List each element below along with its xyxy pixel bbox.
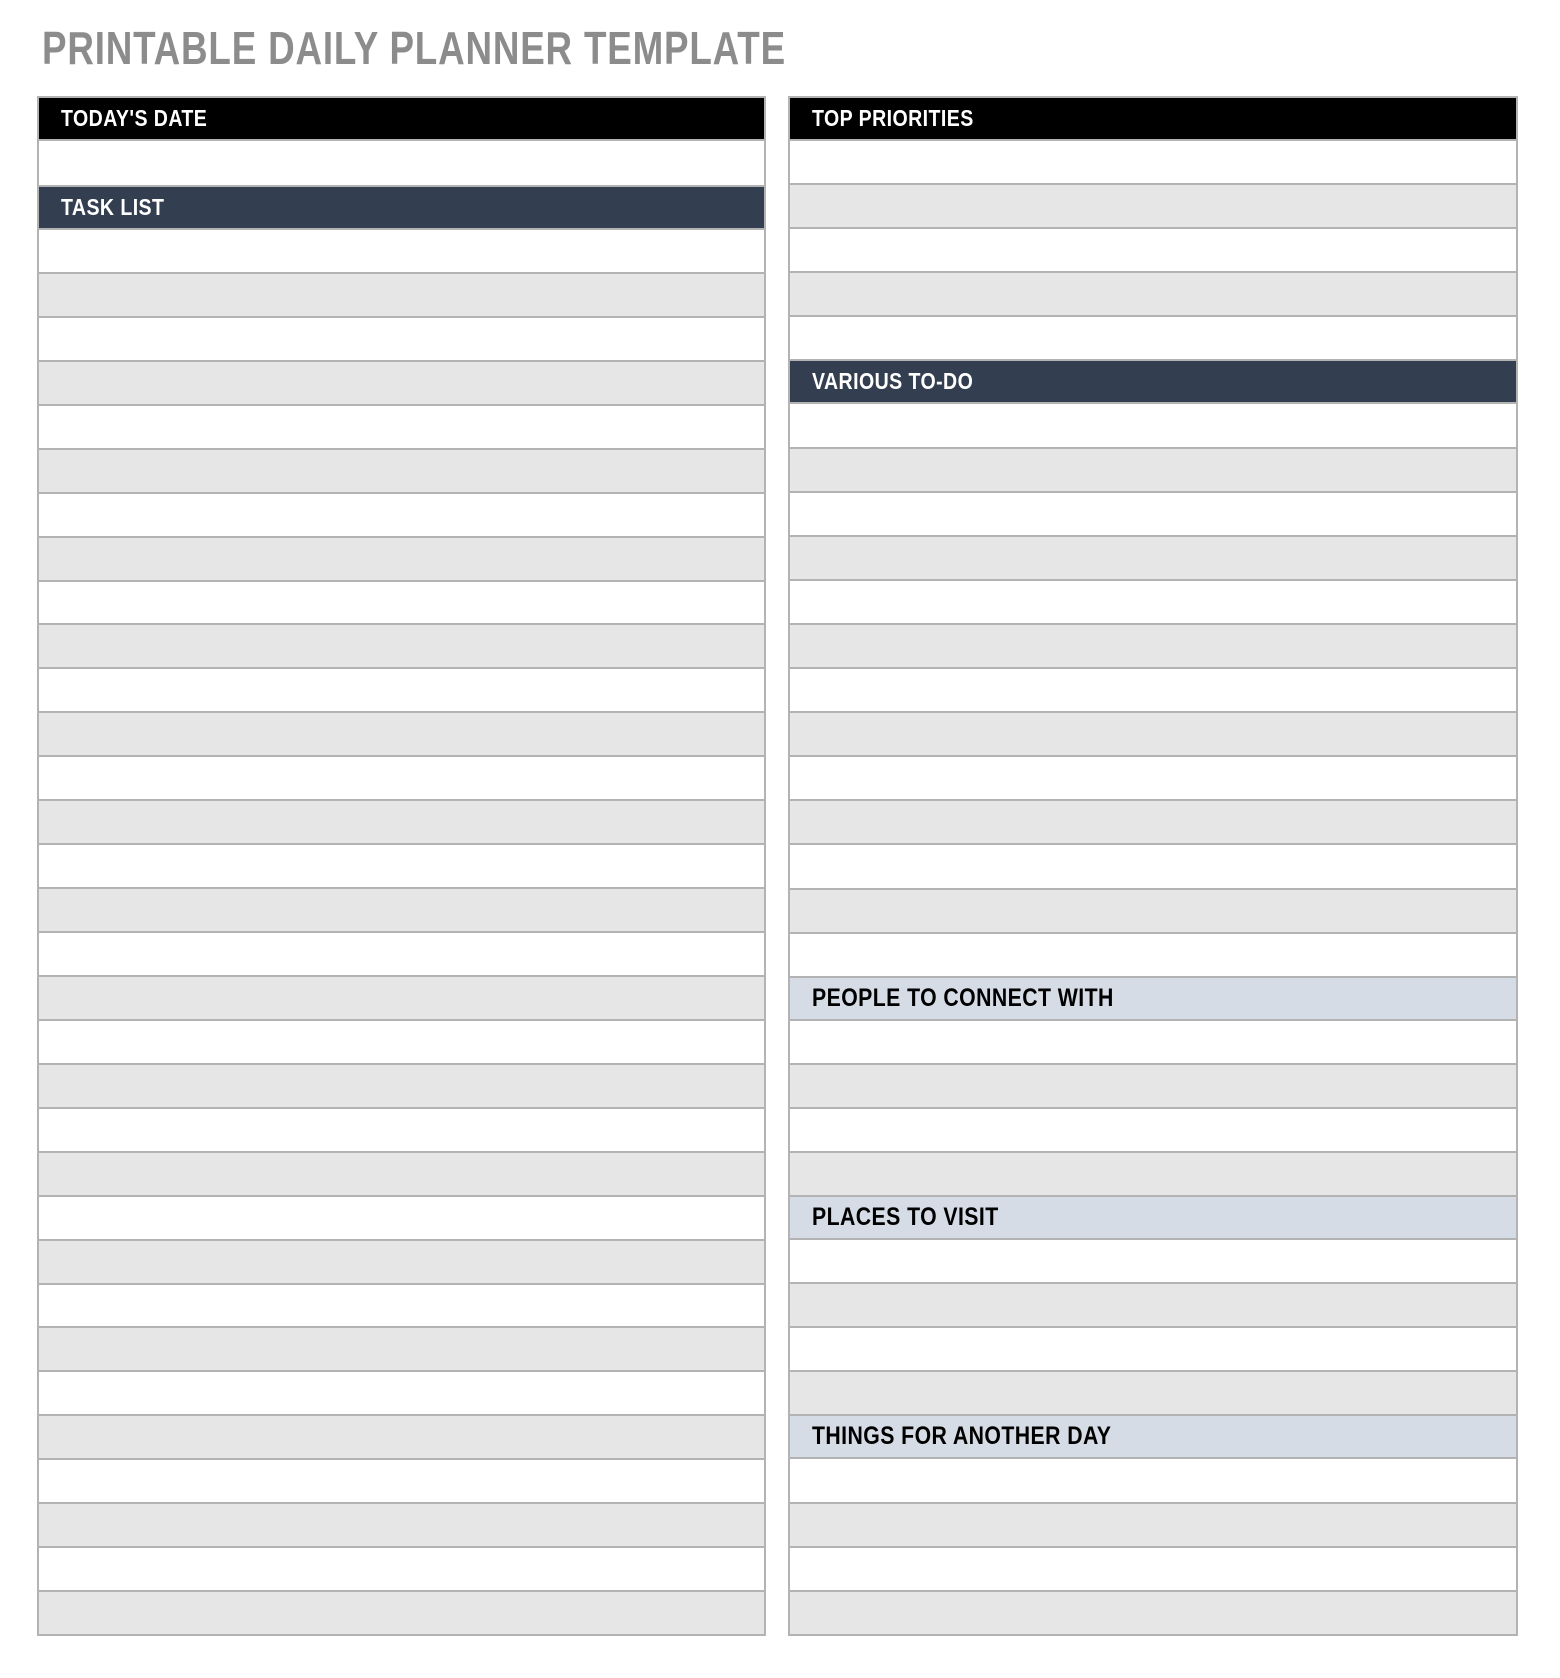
section-header-label: PEOPLE TO CONNECT WITH: [812, 983, 1114, 1012]
table-row: [790, 493, 1516, 537]
section-header-label: TASK LIST: [61, 194, 165, 221]
table-row: [39, 1241, 764, 1285]
table-row: [39, 1328, 764, 1372]
table-row: [39, 713, 764, 757]
section-header-label: PLACES TO VISIT: [812, 1203, 999, 1232]
table-row: [39, 318, 764, 362]
section-header-label: TOP PRIORITIES: [812, 105, 974, 131]
table-row: [790, 537, 1516, 581]
left-column: [37, 96, 766, 1636]
table-row: [790, 801, 1516, 845]
table-row: [39, 801, 764, 845]
table-row: [39, 230, 764, 274]
table-row: [790, 890, 1516, 934]
table-row: [790, 1372, 1516, 1416]
table-row: [790, 669, 1516, 713]
table-row: [790, 1592, 1516, 1634]
table-row: [790, 185, 1516, 229]
table-row: [39, 1197, 764, 1241]
table-row: [39, 889, 764, 933]
page-title-text: PRINTABLE DAILY PLANNER TEMPLATE: [42, 22, 786, 74]
table-row: [39, 669, 764, 713]
section-header-places-to-visit: [790, 1197, 1516, 1240]
table-row: [39, 1109, 764, 1153]
table-row: [790, 1284, 1516, 1328]
table-row: [39, 1504, 764, 1548]
table-row: [39, 406, 764, 450]
section-header-people-to-connect-with: [790, 978, 1516, 1021]
table-row: [790, 581, 1516, 625]
table-row: [790, 1328, 1516, 1372]
section-header-label: VARIOUS TO-DO: [812, 368, 974, 395]
table-row: [39, 1372, 764, 1416]
table-row: [790, 1548, 1516, 1592]
table-row: [39, 1285, 764, 1329]
table-row: [39, 625, 764, 669]
table-row: [790, 273, 1516, 317]
table-row: [790, 1109, 1516, 1153]
table-row: [39, 1548, 764, 1592]
table-row: [790, 713, 1516, 757]
table-row: [790, 757, 1516, 801]
section-header-task-list: [39, 187, 764, 230]
table-row: [39, 450, 764, 494]
table-row: [39, 845, 764, 889]
table-row: [790, 229, 1516, 273]
section-header-label: THINGS FOR ANOTHER DAY: [812, 1422, 1112, 1451]
section-header-top-priorities: [790, 98, 1516, 141]
table-row: [39, 1592, 764, 1634]
table-row: [790, 1459, 1516, 1503]
table-row: [790, 1240, 1516, 1284]
table-row: [39, 362, 764, 406]
table-row: [790, 625, 1516, 669]
page-title: [42, 22, 1518, 74]
table-row: [790, 1021, 1516, 1065]
table-row: [39, 494, 764, 538]
table-row: [39, 977, 764, 1021]
table-row: [39, 933, 764, 977]
table-row: [39, 1416, 764, 1460]
table-row: [39, 1021, 764, 1065]
table-row: [39, 582, 764, 626]
table-row: [39, 1153, 764, 1197]
section-header-various-to-do: [790, 361, 1516, 404]
table-row: [790, 1504, 1516, 1548]
table-row: [790, 845, 1516, 889]
date-entry-row: [39, 141, 764, 187]
section-header-things-for-another-day: [790, 1416, 1516, 1459]
table-row: [790, 1153, 1516, 1197]
table-row: [39, 1065, 764, 1109]
table-row: [790, 317, 1516, 361]
table-row: [39, 1460, 764, 1504]
right-column: [788, 96, 1518, 1636]
table-row: [790, 404, 1516, 448]
table-row: [39, 757, 764, 801]
section-header-label: TODAY'S DATE: [61, 105, 208, 131]
table-row: [790, 141, 1516, 185]
planner-columns: [37, 96, 1518, 1636]
section-header-today-s-date: [39, 98, 764, 141]
table-row: [790, 1065, 1516, 1109]
table-row: [790, 449, 1516, 493]
table-row: [790, 934, 1516, 978]
table-row: [39, 274, 764, 318]
table-row: [39, 538, 764, 582]
